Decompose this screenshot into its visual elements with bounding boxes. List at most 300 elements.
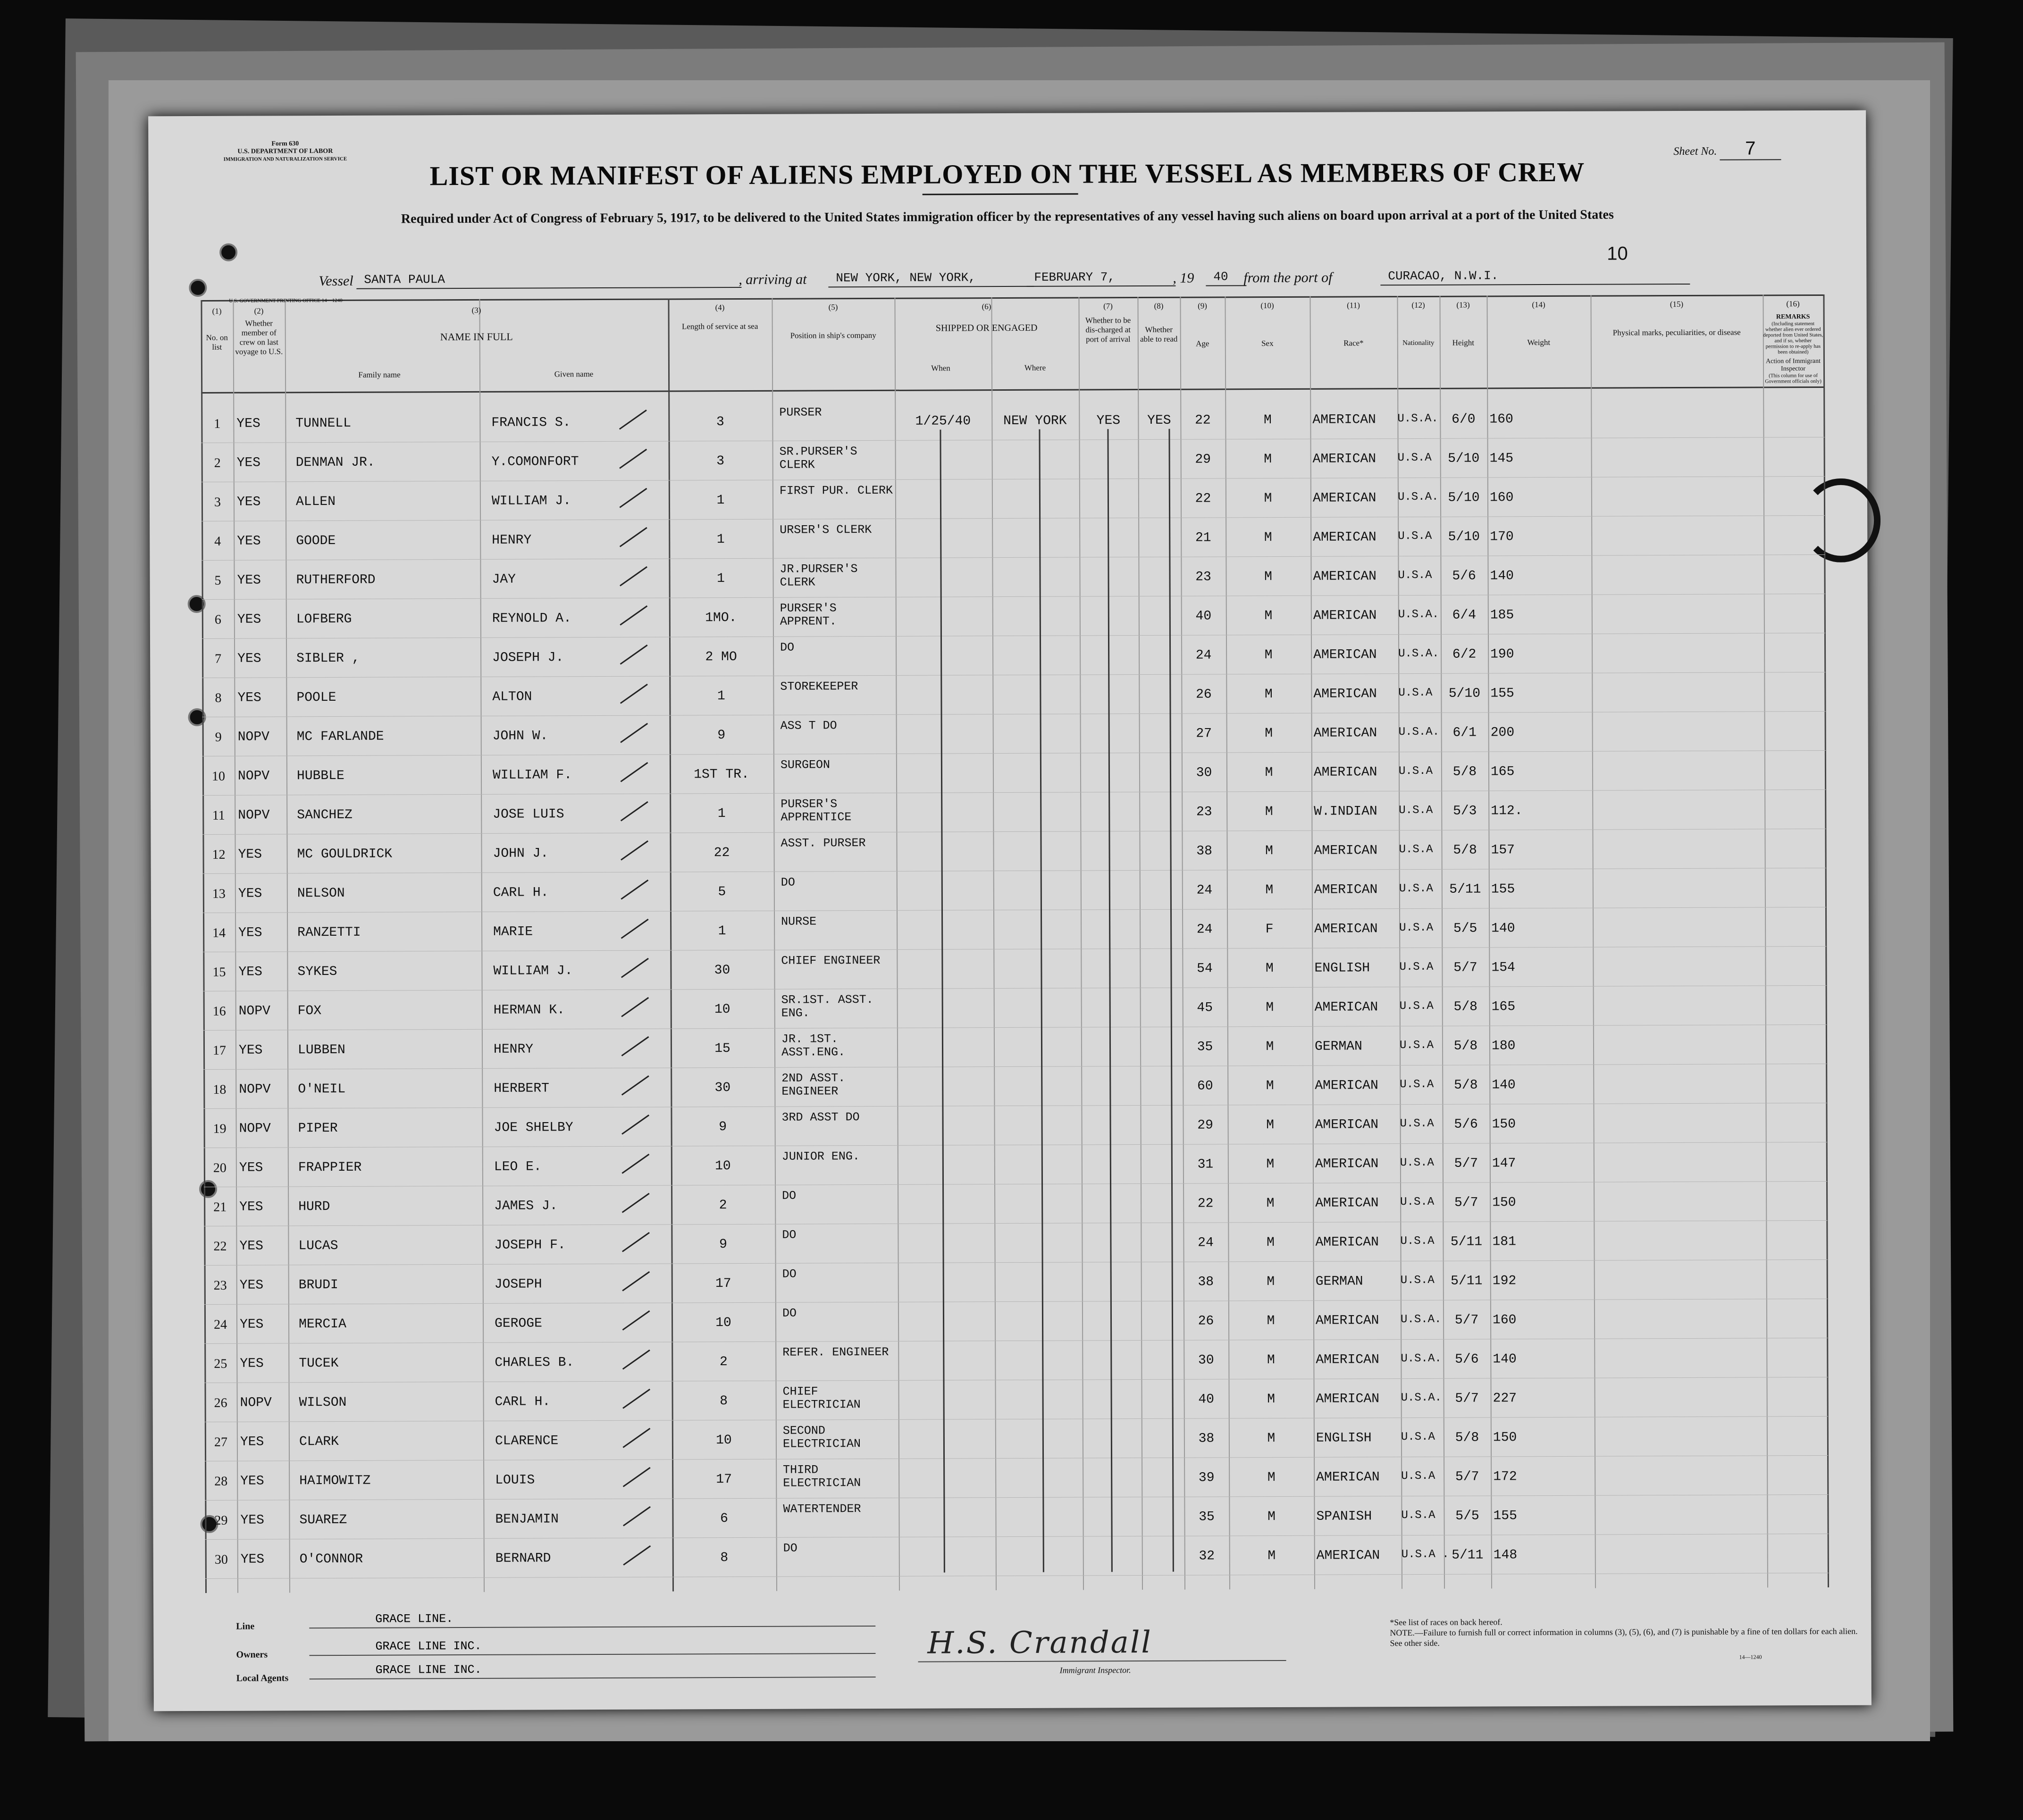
cell-race: AMERICAN <box>1315 1157 1379 1172</box>
cell-given: JOSEPH J. <box>492 650 564 665</box>
cell-family: FOX <box>297 1004 322 1019</box>
cell-family: SIBLER , <box>296 651 360 666</box>
cell-race: AMERICAN <box>1316 1470 1380 1485</box>
header-name-in-full: NAME IN FULL <box>440 330 513 343</box>
cell-height: 6/2 <box>1452 647 1477 662</box>
cell-when <box>896 492 991 493</box>
cell-race: AMERICAN <box>1313 530 1377 545</box>
col-number: (16) <box>1786 299 1800 309</box>
col-number: (1) <box>212 306 222 316</box>
cell-nat: U.S.A. <box>1401 1391 1442 1405</box>
cell-weight: 180 <box>1491 1039 1516 1054</box>
cell-given: CHARLES B. <box>495 1355 574 1370</box>
header-able-to-read: Whether able to read <box>1140 325 1178 344</box>
cell-where <box>994 1549 1084 1550</box>
cell-prev: YES <box>239 1317 264 1332</box>
cell-weight: 155 <box>1491 882 1515 897</box>
col-number: (14) <box>1532 300 1545 310</box>
cell-race: SPANISH <box>1316 1509 1372 1524</box>
cell-given: Y.COMONFORT <box>491 454 579 470</box>
cell-when <box>899 1471 994 1472</box>
agents-label: Local Agents <box>236 1673 289 1684</box>
cell-age: 24 <box>1196 922 1213 937</box>
cell-no: 8 <box>215 690 222 705</box>
cell-weight: 200 <box>1490 725 1515 740</box>
cell-prev: YES <box>237 690 261 705</box>
cell-position: FIRST PUR. CLERK <box>779 483 893 498</box>
cell-when <box>898 1236 993 1237</box>
cell-family: HUBBLE <box>296 768 344 784</box>
cell-service: 9 <box>719 1120 727 1135</box>
cell-age: 38 <box>1198 1275 1214 1290</box>
cell-position: ASS T DO <box>780 719 837 733</box>
cell-given: JAY <box>492 572 516 587</box>
cell-service: 10 <box>715 1316 731 1331</box>
cell-prev: YES <box>239 1199 263 1215</box>
cell-height: 5/10 <box>1448 490 1480 505</box>
cell-nat: U.S.A <box>1401 1469 1435 1483</box>
page-subtitle: Required under Act of Congress of February 5, 1917, to be delivered to the United States immigration officer by the representatives of any vessel having such aliens on board upon arrival at a port of the United States <box>401 207 1614 226</box>
cell-prev: YES <box>238 965 262 980</box>
cell-read: YES <box>1147 413 1171 428</box>
cell-height: 6/1 <box>1452 725 1477 740</box>
cell-position: PURSER'S APPRENTICE <box>781 797 852 824</box>
cell-sex: M <box>1267 1314 1275 1329</box>
cell-sex: M <box>1265 961 1274 976</box>
cell-race: AMERICAN <box>1312 452 1377 467</box>
cell-weight: 160 <box>1492 1313 1517 1328</box>
cell-no: 5 <box>214 573 221 588</box>
col-number: (15) <box>1670 300 1684 309</box>
cell-weight: 160 <box>1489 412 1513 427</box>
cell-nat: U.S.A. <box>1397 490 1439 504</box>
cell-sex: M <box>1268 1549 1276 1564</box>
cell-prev: YES <box>237 612 261 627</box>
cell-sex: M <box>1266 1157 1275 1172</box>
cell-no: 9 <box>215 730 222 745</box>
cell-prev: YES <box>238 1043 263 1058</box>
cell-age: 54 <box>1197 961 1213 976</box>
cell-age: 29 <box>1197 1118 1213 1133</box>
cell-no: 25 <box>214 1356 227 1371</box>
cell-position: WATERTENDER <box>783 1502 861 1516</box>
col-number: (12) <box>1411 300 1425 310</box>
cell-given: WILLIAM J. <box>491 494 571 509</box>
cell-age: 22 <box>1197 1196 1214 1211</box>
cell-position: JUNIOR ENG. <box>781 1149 860 1164</box>
header-weight: Weight <box>1527 337 1551 347</box>
cell-height: 5/6 <box>1452 569 1476 584</box>
cell-nat: U.S.A <box>1398 529 1432 543</box>
vessel-label: Vessel <box>319 273 353 289</box>
title-underline <box>923 193 1078 195</box>
cell-prev: YES <box>240 1474 264 1489</box>
cell-weight: 150 <box>1492 1117 1516 1132</box>
cell-race: AMERICAN <box>1314 882 1378 897</box>
inspector-label: Immigrant Inspector. <box>1059 1665 1131 1675</box>
cell-race: AMERICAN <box>1313 569 1377 584</box>
cell-nat: U.S.A <box>1399 804 1433 817</box>
cell-position: SECOND ELECTRICIAN <box>782 1424 861 1451</box>
cell-given: REYNOLD A. <box>492 611 571 626</box>
sheet-number-label: Sheet No. <box>1673 145 1717 158</box>
cell-service: 1 <box>717 806 726 822</box>
cell-when <box>898 1040 992 1041</box>
cell-prev: NOPV <box>240 1395 272 1410</box>
cell-family: MC FARLANDE <box>296 729 384 745</box>
header-remarks-sub: (Including statement whether alien ever ordered deported from United States, and if so, whether permission to re-apply has been obtained) <box>1763 321 1823 355</box>
cell-height: 5/10 <box>1448 529 1480 545</box>
cell-sex: M <box>1266 1118 1275 1133</box>
cell-no: 20 <box>213 1160 227 1175</box>
cell-family: WILSON <box>299 1395 347 1410</box>
cell-family: HAIMOWITZ <box>299 1473 371 1489</box>
cell-age: 31 <box>1197 1157 1214 1172</box>
cell-sex: M <box>1264 452 1272 467</box>
cell-weight: 185 <box>1490 608 1514 623</box>
line-field <box>309 1610 875 1628</box>
owners-value: GRACE LINE INC. <box>375 1639 482 1653</box>
cell-where <box>993 1118 1083 1119</box>
cell-when <box>898 962 992 963</box>
cell-service: 3 <box>716 415 724 430</box>
cell-service: 1ST TR. <box>694 767 749 782</box>
cell-position: URSER'S CLERK <box>780 523 872 537</box>
cell-sex: M <box>1264 648 1273 663</box>
cell-no: 29 <box>214 1513 228 1528</box>
cell-sex: M <box>1268 1510 1276 1525</box>
cell-position: SR.PURSER'S CLERK <box>779 445 857 472</box>
cell-weight: 140 <box>1491 921 1515 936</box>
cell-height: 5/8 <box>1453 1039 1478 1054</box>
col-number: (3) <box>471 305 481 315</box>
cell-family: O'NEIL <box>298 1082 346 1097</box>
cell-sex: M <box>1267 1470 1276 1485</box>
cell-position: SR.1ST. ASST. ENG. <box>781 993 873 1020</box>
cell-prev: YES <box>240 1434 264 1450</box>
cell-family: TUCEK <box>299 1356 339 1371</box>
cell-nat: U.S.A. <box>1398 725 1440 739</box>
agents-value: GRACE LINE INC. <box>375 1662 482 1677</box>
cell-nat: U.S.A <box>1399 882 1433 896</box>
cell-no: 18 <box>213 1082 227 1097</box>
from-port-label: from the port of <box>1243 269 1333 286</box>
cell-nat: U.S.A <box>1398 569 1432 582</box>
cell-where <box>994 1392 1083 1393</box>
cell-no: 7 <box>215 651 222 666</box>
penalty-note: NOTE.—Failure to furnish full or correct information in columns (3), (5), (6), and (7) is punishable by a fine of ten dollars for each alien. See other side. <box>1390 1626 1858 1648</box>
cell-age: 40 <box>1195 609 1212 624</box>
cell-no: 14 <box>212 925 226 940</box>
cell-height: 5/3 <box>1452 804 1477 819</box>
cell-family: SANCHEZ <box>297 807 353 823</box>
cell-race: W.INDIAN <box>1314 804 1377 819</box>
cell-service: 2 <box>719 1198 727 1213</box>
cell-family: RUTHERFORD <box>296 572 376 588</box>
cell-age: 23 <box>1196 805 1212 820</box>
line-label: Line <box>236 1621 255 1632</box>
cell-race: AMERICAN <box>1316 1392 1380 1407</box>
cell-race: AMERICAN <box>1315 1313 1379 1328</box>
col-number: (10) <box>1260 301 1274 310</box>
cell-age: 30 <box>1198 1353 1214 1368</box>
cell-discharged: YES <box>1096 413 1121 428</box>
cell-family: SYKES <box>297 964 337 980</box>
cell-no: 10 <box>211 769 226 784</box>
cell-height: 5/11 <box>1449 882 1481 897</box>
cell-family: PIPER <box>298 1121 338 1136</box>
cell-position: DO <box>782 1228 797 1242</box>
cell-prev: NOPV <box>239 1121 271 1136</box>
punch-hole <box>189 279 207 297</box>
cell-sex: M <box>1267 1353 1275 1368</box>
cell-weight: 150 <box>1492 1195 1516 1210</box>
cell-family: FRAPPIER <box>298 1160 362 1175</box>
cell-given: LOUIS <box>495 1473 535 1488</box>
cell-race: AMERICAN <box>1313 726 1377 741</box>
cell-race: ENGLISH <box>1314 961 1370 976</box>
cell-height: 5/7 <box>1455 1391 1479 1406</box>
cell-age: 38 <box>1198 1431 1215 1446</box>
header-remarks-title: REMARKS <box>1776 313 1810 321</box>
cell-prev: YES <box>238 886 262 901</box>
cell-prev: YES <box>240 1356 264 1371</box>
inspector-signature: H.S. Crandall <box>927 1625 1152 1661</box>
cell-height: 5/10 <box>1448 686 1481 701</box>
cell-given: JOSEPH <box>494 1277 542 1292</box>
cell-weight: 192 <box>1492 1274 1517 1289</box>
cell-height: 5/6 <box>1454 1117 1478 1132</box>
col-number: (6) <box>982 302 991 311</box>
header-sex: Sex <box>1261 339 1274 348</box>
cell-nat: U.S.A <box>1400 1078 1434 1091</box>
cell-sex: M <box>1265 883 1274 898</box>
cell-given: MARIE <box>493 924 533 939</box>
cell-sex: M <box>1265 844 1274 859</box>
cell-service: 17 <box>715 1276 731 1292</box>
cell-position: 3RD ASST DO <box>781 1110 860 1124</box>
cell-position: CHIEF ELECTRICIAN <box>782 1384 861 1412</box>
cell-nat: U.S.A <box>1399 960 1434 974</box>
cell-where <box>993 1157 1083 1158</box>
cell-given: JOSE LUIS <box>493 807 564 822</box>
header-height: Height <box>1452 338 1474 347</box>
cell-when <box>899 1510 994 1511</box>
cell-weight: 140 <box>1490 569 1514 584</box>
col-number: (13) <box>1456 300 1470 310</box>
cell-nat: U.S.A. <box>1397 412 1438 426</box>
cell-age: 30 <box>1196 765 1212 780</box>
cell-position: DO <box>781 875 795 889</box>
cell-prev: YES <box>237 534 261 549</box>
crew-table <box>201 294 1829 1593</box>
cell-service: 1MO. <box>705 611 737 626</box>
cell-no: 22 <box>213 1239 227 1254</box>
cell-given: BENJAMIN <box>495 1512 559 1527</box>
cell-given: CARL H. <box>495 1394 551 1409</box>
cell-no: 6 <box>214 612 221 627</box>
cell-age: 26 <box>1198 1314 1214 1329</box>
cell-age: 35 <box>1199 1510 1215 1525</box>
cell-family: LUCAS <box>298 1238 338 1254</box>
cell-age: 32 <box>1199 1549 1215 1564</box>
cell-given: BERNARD <box>495 1551 551 1566</box>
cell-family: O'CONNOR <box>299 1552 363 1567</box>
cell-race: AMERICAN <box>1313 608 1377 623</box>
cell-height: 5/8 <box>1454 1078 1478 1093</box>
cell-where <box>991 648 1081 649</box>
cell-when <box>896 531 991 532</box>
cell-height: 5/8 <box>1453 999 1477 1015</box>
cell-age: 24 <box>1198 1235 1214 1250</box>
cell-where <box>993 1314 1083 1315</box>
cell-where <box>992 883 1082 884</box>
arriving-label: , arriving at <box>739 271 807 287</box>
cell-family: GOODE <box>296 533 336 549</box>
cell-nat: U.S.A <box>1397 451 1432 465</box>
cell-no: 3 <box>214 495 221 510</box>
cell-no: 24 <box>213 1317 227 1332</box>
form-code: 14—1240 <box>1739 1653 1762 1661</box>
cell-sex: M <box>1267 1392 1276 1407</box>
cell-prev: NOPV <box>237 769 270 784</box>
cell-when <box>896 570 991 571</box>
cell-weight: 140 <box>1493 1352 1517 1367</box>
cell-sex: M <box>1267 1431 1276 1446</box>
cell-race: AMERICAN <box>1314 1000 1378 1015</box>
cell-race: AMERICAN <box>1314 843 1378 858</box>
cell-age: 38 <box>1196 844 1212 859</box>
cell-where <box>992 1079 1082 1080</box>
cell-height: 5/6 <box>1455 1352 1479 1367</box>
cell-age: 26 <box>1196 687 1212 702</box>
cell-sex: M <box>1266 1079 1274 1094</box>
cell-when <box>899 1432 994 1433</box>
cell-when <box>898 1001 992 1002</box>
cell-when: 1/25/40 <box>915 414 971 429</box>
cell-nat: U.S.A <box>1399 1039 1434 1052</box>
cell-race: GERMAN <box>1314 1039 1362 1054</box>
cell-weight: 190 <box>1490 647 1514 662</box>
cell-nat: U.S.A <box>1398 686 1433 700</box>
cell-service: 1 <box>717 571 725 587</box>
cell-nat: U.S.A <box>1399 843 1433 856</box>
cell-service: 22 <box>714 846 730 861</box>
cell-weight: 155 <box>1493 1509 1517 1524</box>
cell-no: 1 <box>214 416 221 431</box>
cell-nat: U.S.A <box>1399 999 1434 1013</box>
cell-height: 5/10 <box>1447 451 1480 466</box>
cell-family: LUBBEN <box>297 1042 345 1058</box>
cell-prev: NOPV <box>238 808 270 823</box>
cell-age: 29 <box>1195 452 1211 467</box>
cell-position: DO <box>783 1541 797 1555</box>
cell-service: 1 <box>716 532 725 547</box>
cell-given: CARL H. <box>493 885 549 900</box>
cell-family: DENMAN JR. <box>295 455 375 470</box>
department-name: U.S. DEPARTMENT OF LABOR <box>237 147 333 155</box>
cell-service: 10 <box>715 1159 731 1174</box>
cell-service: 1 <box>718 924 726 939</box>
cell-height: 5/7 <box>1454 1195 1478 1210</box>
cell-service: 15 <box>714 1041 730 1057</box>
cell-no: 28 <box>214 1474 228 1489</box>
header-position: Position in ship's company <box>790 330 876 340</box>
cell-weight: 154 <box>1491 960 1515 975</box>
cell-service: 10 <box>714 1002 730 1017</box>
cell-family: MERCIA <box>298 1317 346 1332</box>
sheet-number-value: 7 <box>1720 138 1781 160</box>
cell-age: 24 <box>1195 648 1212 663</box>
arrival-year: 40 <box>1206 268 1246 286</box>
cell-prev: YES <box>236 416 260 431</box>
punch-hole <box>219 243 237 261</box>
header-remarks <box>1763 313 1824 384</box>
cell-given: JOE SHELBY <box>494 1120 573 1135</box>
cell-given: HERMAN K. <box>493 1003 565 1018</box>
header-discharged: Whether to be dis-charged at port of arrival <box>1085 316 1131 344</box>
cell-prev: YES <box>239 1160 263 1175</box>
header-age: Age <box>1196 339 1209 348</box>
cell-age: 39 <box>1198 1470 1215 1485</box>
cell-family: NELSON <box>297 886 345 901</box>
cell-given: JOSEPH F. <box>494 1238 566 1253</box>
cell-position: PURSER <box>779 405 822 419</box>
cell-no: 13 <box>212 886 226 901</box>
header-shipped-engaged: SHIPPED OR ENGAGED <box>935 322 1038 334</box>
cell-height: 5/8 <box>1453 843 1477 858</box>
cell-nat: U.S.A <box>1400 1195 1435 1209</box>
cell-race: AMERICAN <box>1313 647 1377 663</box>
cell-nat: U.S.A <box>1400 1274 1435 1287</box>
cell-given: HENRY <box>493 1042 534 1057</box>
cell-nat: U.S.A <box>1398 764 1433 778</box>
header-bottom-rule <box>201 386 1824 394</box>
manifest-number: 10 <box>1607 243 1628 264</box>
cell-position: CHIEF ENGINEER <box>781 953 881 968</box>
cell-height: 5/11 <box>1450 1234 1483 1250</box>
cell-sex: M <box>1266 1000 1274 1015</box>
cell-when <box>897 727 991 728</box>
cell-given: FRANCIS S. <box>491 415 571 430</box>
cell-service: 6 <box>720 1511 728 1526</box>
cell-weight: 227 <box>1493 1391 1517 1406</box>
cell-race: AMERICAN <box>1313 765 1377 780</box>
cell-nat: U.S.A. <box>1398 608 1439 621</box>
cell-no: 23 <box>213 1278 227 1293</box>
footnotes <box>1390 1616 1862 1648</box>
header-physical-marks: Physical marks, peculiarities, or disease <box>1612 327 1741 337</box>
cell-position: SURGEON <box>780 758 831 772</box>
cell-given: ALTON <box>492 689 532 705</box>
origin-port: CURACAO, N.W.I. <box>1380 267 1690 285</box>
arrival-date: FEBRUARY 7, <box>1026 268 1175 287</box>
cell-given: JOHN J. <box>493 846 549 861</box>
col-number: (8) <box>1154 301 1164 310</box>
header-shipped-when: When <box>931 363 950 373</box>
header-action-title: Action of Immigrant Inspector <box>1765 357 1821 373</box>
cell-position: REFER. ENGINEER <box>782 1345 889 1359</box>
cell-position: DO <box>782 1306 797 1320</box>
cell-prev: YES <box>240 1552 265 1567</box>
cell-race: AMERICAN <box>1312 491 1377 506</box>
col-number: (5) <box>828 302 838 312</box>
cell-where <box>992 844 1082 845</box>
cell-prev: YES <box>239 1239 263 1254</box>
cell-no: 27 <box>214 1434 227 1450</box>
cell-age: 22 <box>1195 491 1211 506</box>
cell-position: 2ND ASST. ENGINEER <box>781 1071 846 1099</box>
